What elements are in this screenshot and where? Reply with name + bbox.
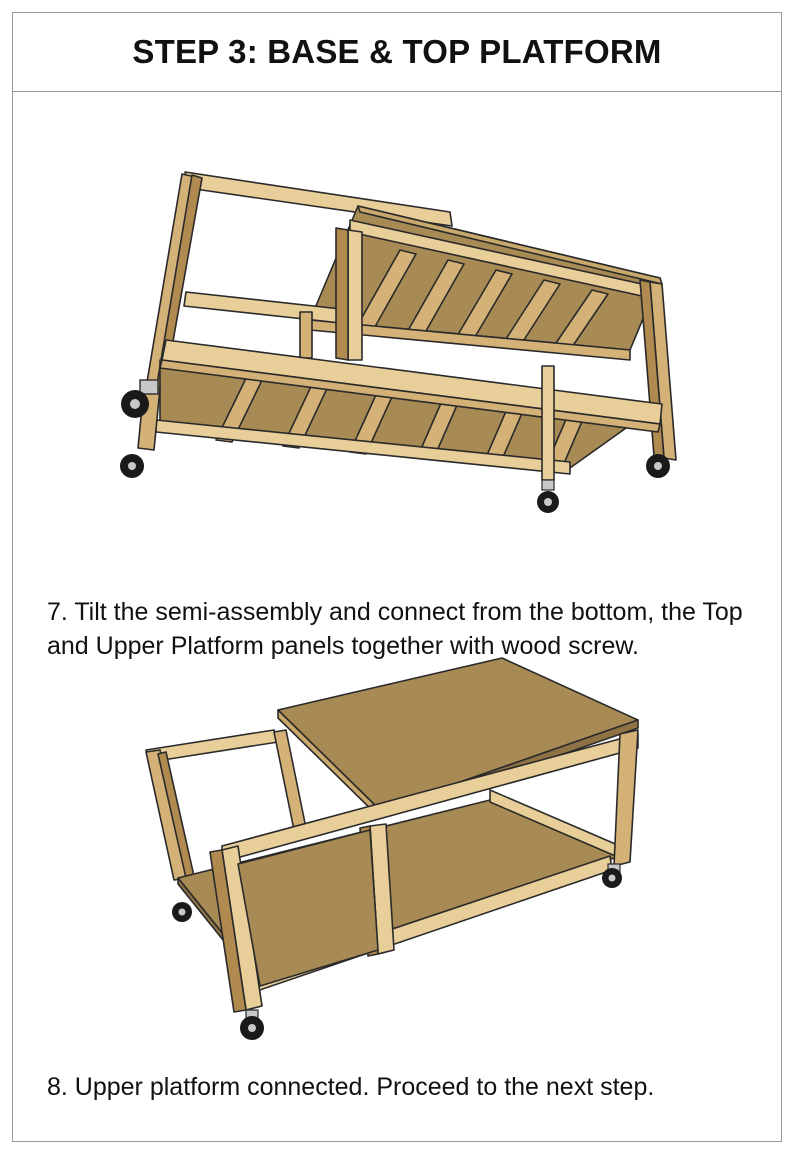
step-7-caption: 7. Tilt the semi-assembly and connect from the bottom, the Top and Upper Platform panels together with wood screw. bbox=[47, 598, 743, 660]
center-strut bbox=[300, 312, 312, 358]
step-8-caption: 8. Upper platform connected. Proceed to the next step. bbox=[47, 1073, 655, 1101]
step-7-illustration bbox=[100, 160, 700, 530]
front-panel bbox=[238, 830, 378, 986]
left-mid-post bbox=[274, 730, 306, 830]
lower-right-leg bbox=[542, 366, 554, 480]
caster-front-left bbox=[240, 1010, 264, 1040]
step-8-illustration bbox=[130, 650, 650, 1050]
caster-rear-left bbox=[172, 902, 192, 922]
page-header bbox=[12, 12, 782, 92]
center-post bbox=[348, 230, 362, 360]
caster-rear-right bbox=[646, 454, 670, 478]
caster-center bbox=[537, 480, 559, 513]
rear-top-rail bbox=[185, 172, 452, 226]
caster-rear-left bbox=[120, 454, 144, 478]
center-post-side bbox=[336, 228, 348, 360]
page-title: STEP 3: BASE & TOP PLATFORM bbox=[132, 33, 662, 70]
